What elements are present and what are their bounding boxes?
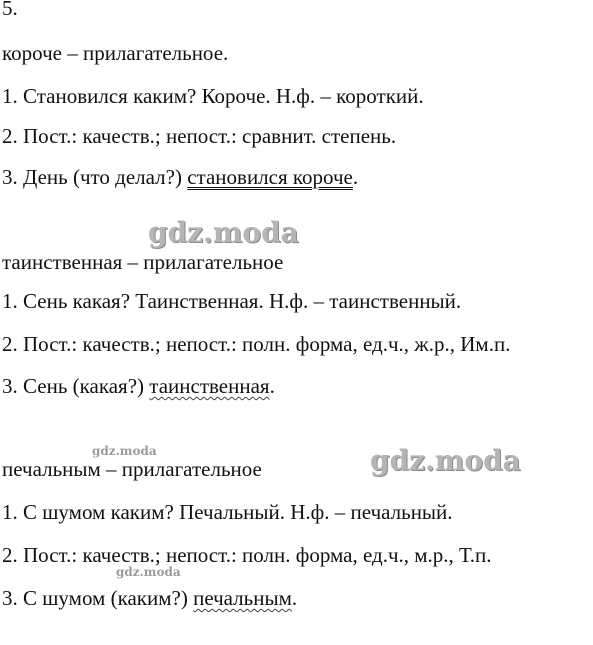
block1-line2: 2. Пост.: качеств.; непост.: сравнит. степень. (2, 124, 397, 148)
block3-line1: 1. С шумом каким? Печальный. Н.ф. – печальный. (2, 500, 453, 524)
block1-heading: короче – прилагательное. (2, 41, 229, 65)
block1-line3 (2, 165, 358, 189)
watermark-large-2: gdz.moda (370, 444, 521, 477)
block3-heading: печальным – прилагательное (2, 457, 262, 481)
watermark-small-1: gdz.moda (92, 444, 157, 458)
block2-heading: таинственная – прилагательное (2, 250, 284, 274)
task-number: 5. (2, 0, 18, 20)
block2-line3 (2, 374, 275, 398)
block2-line1: 1. Сень какая? Таинственная. Н.ф. – таинственный. (2, 289, 462, 313)
block1-line3-prefix: 3. День (что делал?) (2, 165, 188, 189)
block2-predicate: таинственная (149, 374, 270, 398)
block3-predicate: печальным (193, 586, 292, 610)
block1-line1: 1. Становился каким? Короче. Н.ф. – короткий. (2, 84, 424, 108)
block1-line3-suffix: . (352, 165, 359, 189)
block3-line3-prefix: 3. С шумом (каким?) (2, 586, 194, 610)
block2-line3-suffix: . (269, 374, 275, 398)
block2-line3-prefix: 3. Сень (какая?) (2, 374, 150, 398)
block3-line2: 2. Пост.: качеств.; непост.: полн. форма, ед.ч., м.р., Т.п. (2, 543, 492, 567)
watermark-small-2: gdz.moda (116, 565, 181, 579)
block3-line3-suffix: . (291, 586, 298, 610)
watermark-large-1: gdz.moda (148, 216, 299, 249)
block1-predicate: становился короче (187, 165, 353, 189)
block2-line2: 2. Пост.: качеств.; непост.: полн. форма, ед.ч., ж.р., Им.п. (2, 332, 511, 356)
block3-line3 (2, 586, 297, 610)
